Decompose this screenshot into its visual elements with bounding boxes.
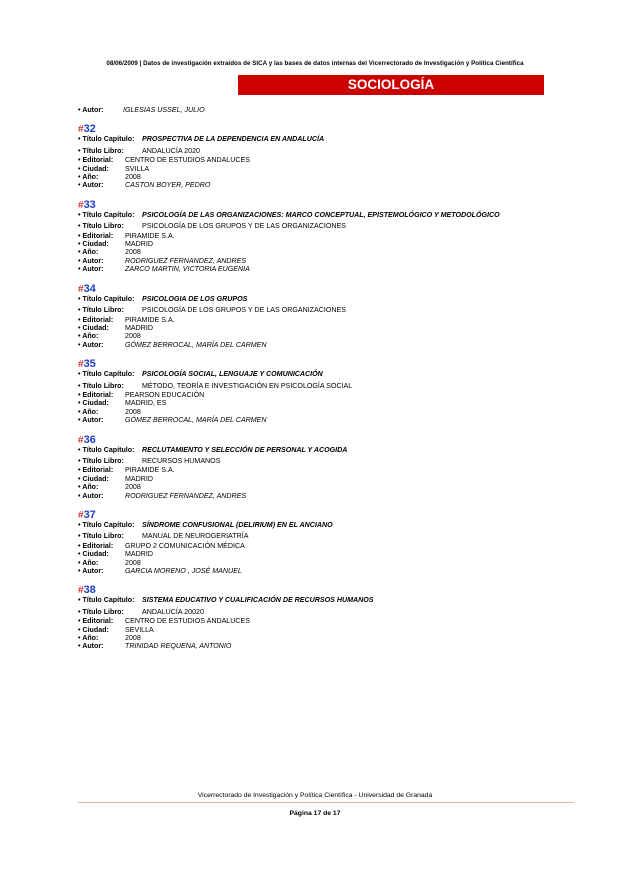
editorial-row	[78, 232, 558, 240]
libro-row-label: • Título Libro:	[78, 222, 124, 231]
entry-number	[78, 198, 558, 210]
autor-value: GÓMEZ BERROCAL, MARÍA DEL CARMEN	[125, 416, 267, 425]
editorial-row-label: • Editorial:	[78, 315, 114, 324]
editorial-row-label: • Editorial:	[78, 617, 114, 626]
autor-row-label: • Autor:	[78, 491, 104, 500]
libro-row	[78, 457, 558, 465]
editorial-row	[78, 542, 558, 550]
ciudad-value: MADRID	[125, 550, 153, 559]
editorial-row-label: • Editorial:	[78, 541, 114, 550]
editorial-row	[78, 617, 558, 625]
ciudad-row	[78, 626, 558, 634]
libro-row-label: • Título Libro:	[78, 456, 124, 465]
libro-value: MANUAL DE NEUROGERIATRÍA	[142, 532, 249, 541]
editorial-value: CENTRO DE ESTUDIOS ANDALUCES	[125, 156, 250, 165]
autor-value: TRINIDAD REQUENA, ANTONIO	[125, 642, 232, 651]
libro-row	[78, 608, 558, 616]
libro-row-label: • Título Libro:	[78, 146, 124, 155]
ciudad-row-label: • Ciudad:	[78, 323, 109, 332]
autor-row-label: • Autor:	[78, 340, 104, 349]
autor-row	[78, 492, 558, 500]
autor-row-label: • Autor:	[78, 181, 104, 190]
capitulo-row-label: • Título Capítulo:	[78, 521, 135, 529]
ciudad-value: SEVILLA	[125, 625, 154, 634]
entry-number-value: 37	[83, 509, 96, 521]
libro-row-label: • Título Libro:	[78, 306, 124, 315]
anio-row	[78, 173, 558, 181]
autor-row-label: • Autor:	[78, 256, 104, 265]
entry-number-value: 38	[83, 584, 96, 597]
anio-row	[78, 332, 558, 340]
hash-mark: #	[78, 434, 84, 446]
entry-number	[78, 583, 558, 595]
autor-label: • Autor:	[78, 106, 104, 114]
editorial-value: PEARSON EDUCACIÓN	[125, 390, 205, 399]
entry-list	[78, 106, 558, 651]
libro-row	[78, 532, 558, 540]
anio-row	[78, 248, 558, 256]
capitulo-value: PSICOLOGÍA DE LAS ORGANIZACIONES: MARCO CONCEPTUAL, EPISTEMOLÓGICO Y METODOLÓGICO	[142, 210, 500, 219]
autor-row	[78, 341, 558, 349]
capitulo-value: PROSPECTIVA DE LA DEPENDENCIA EN ANDALUCÍA	[142, 135, 325, 144]
autor-row	[78, 181, 558, 189]
libro-row	[78, 222, 558, 230]
hash-mark: #	[78, 585, 84, 597]
autor-row-label: • Autor:	[78, 642, 104, 651]
libro-row	[78, 382, 558, 390]
ciudad-row-label: • Ciudad:	[78, 474, 109, 483]
anio-row-label: • Año:	[78, 332, 99, 341]
anio-row-label: • Año:	[78, 407, 99, 416]
libro-row	[78, 306, 558, 314]
capitulo-row	[78, 521, 558, 529]
capitulo-row	[78, 446, 558, 454]
autor-value: GARCIA MORENO , JOSÉ MANUEL	[125, 567, 242, 576]
page-number: Página 17 de 17	[289, 810, 341, 817]
editorial-row	[78, 466, 558, 474]
autor-value: RODRIGUEZ FERNANDEZ, ANDRES	[125, 256, 247, 265]
capitulo-row	[78, 596, 558, 604]
capitulo-row-label: • Título Capítulo:	[78, 445, 135, 454]
ciudad-row	[78, 399, 558, 407]
ciudad-row	[78, 324, 558, 332]
capitulo-row-label: • Título Capítulo:	[78, 210, 135, 219]
ciudad-value: MADRID	[125, 323, 153, 332]
ciudad-value: MADRID	[125, 240, 153, 249]
ciudad-row-label: • Ciudad:	[78, 164, 109, 173]
autor-row	[78, 257, 558, 265]
page-header: 08/06/2009 | Datos de investigación extraídos de SICA y las bases de datos internas del Vicerrectorado de Investigación y Política Científica	[106, 60, 524, 67]
ciudad-value: SVILLA	[125, 164, 150, 173]
autor-row	[78, 642, 558, 650]
anio-value: 2008	[125, 558, 141, 567]
libro-value: PSICOLOGÍA DE LOS GRUPOS Y DE LAS ORGANIZACIONES	[142, 222, 346, 231]
entry-number-value: 34	[83, 282, 96, 295]
autor-value: GÓMEZ BERROCAL, MARÍA DEL CARMEN	[125, 340, 267, 349]
entry-number-value: 36	[83, 433, 96, 446]
anio-value: 2008	[125, 173, 141, 182]
entry-number	[78, 357, 558, 369]
libro-row	[78, 147, 558, 155]
ciudad-row-label: • Ciudad:	[78, 550, 109, 559]
entry-number	[78, 508, 558, 520]
hash-mark: #	[78, 199, 84, 211]
autor-row-label: • Autor:	[78, 567, 104, 576]
ciudad-value: MADRID, ES	[125, 399, 167, 408]
ciudad-row-label: • Ciudad:	[78, 399, 109, 408]
editorial-value: CENTRO DE ESTUDIOS ANDALUCES	[125, 617, 250, 626]
editorial-value: PIRAMIDE S.A.	[125, 231, 175, 240]
anio-value: 2008	[125, 634, 141, 643]
autor-row	[78, 416, 558, 424]
anio-value: 2008	[125, 248, 141, 257]
libro-row-label: • Título Libro:	[78, 532, 124, 541]
anio-row	[78, 634, 558, 642]
capitulo-value: RECLUTAMIENTO Y SELECCIÓN DE PERSONAL Y ACOGIDA	[142, 445, 348, 454]
editorial-row-label: • Editorial:	[78, 156, 114, 165]
libro-row-label: • Título Libro:	[78, 607, 124, 616]
editorial-value: PIRAMIDE S.A.	[125, 315, 175, 324]
anio-value: 2008	[125, 332, 141, 341]
autor-row-label: • Autor:	[78, 416, 104, 425]
hash-mark: #	[78, 283, 84, 295]
editorial-row	[78, 391, 558, 399]
ciudad-row	[78, 550, 558, 558]
capitulo-row	[78, 211, 558, 219]
editorial-row-label: • Editorial:	[78, 231, 114, 240]
anio-row-label: • Año:	[78, 248, 99, 257]
capitulo-value: PSICOLOGIA DE LOS GRUPOS	[142, 294, 248, 303]
capitulo-row	[78, 370, 558, 378]
autor-value: ZARCO MARTIN, VICTORIA EUGENIA	[125, 265, 250, 274]
capitulo-value: SÍNDROME CONFUSIONAL (DELIRIUM) EN EL ANCIANO	[142, 521, 333, 529]
entry-number	[78, 433, 558, 445]
autor-value: CASTON BOYER, PEDRO	[125, 181, 211, 190]
capitulo-row	[78, 295, 558, 303]
ciudad-row-label: • Ciudad:	[78, 625, 109, 634]
anio-value: 2008	[125, 407, 141, 416]
anio-row	[78, 408, 558, 416]
entry-number	[78, 282, 558, 294]
editorial-value: GRUPO 2 COMUNICACIÓN MÉDICA	[125, 541, 245, 550]
autor-row-label: • Autor:	[78, 265, 104, 274]
entry-number-value: 35	[83, 358, 96, 371]
footer-divider	[78, 802, 574, 803]
ciudad-row	[78, 165, 558, 173]
editorial-value: PIRAMIDE S.A.	[125, 466, 175, 475]
anio-row	[78, 483, 558, 491]
anio-value: 2008	[125, 483, 141, 492]
editorial-row-label: • Editorial:	[78, 466, 114, 475]
capitulo-row-label: • Título Capítulo:	[78, 135, 135, 144]
entry-number-value: 33	[83, 198, 96, 211]
entry-number	[78, 122, 558, 134]
capitulo-value: SISTEMA EDUCATIVO Y CUALIFICACIÓN DE RECURSOS HUMANOS	[142, 596, 374, 605]
libro-value: MÉTODO, TEORÍA E INVESTIGACIÓN EN PSICOLOGÍA SOCIAL	[142, 381, 353, 390]
footer-text: Vicerrectorado de Investigación y Política Científica - Universidad de Granada	[197, 792, 433, 799]
entry-number-value: 32	[83, 123, 96, 136]
capitulo-row-label: • Título Capítulo:	[78, 370, 135, 379]
libro-value: ANDALUCÍA 20020	[142, 607, 204, 616]
anio-row-label: • Año:	[78, 634, 99, 643]
ciudad-row	[78, 475, 558, 483]
ciudad-value: MADRID	[125, 474, 153, 483]
hash-mark: #	[78, 124, 84, 136]
anio-row-label: • Año:	[78, 558, 99, 567]
autor-row	[78, 265, 558, 273]
capitulo-row-label: • Título Capítulo:	[78, 294, 135, 303]
anio-row-label: • Año:	[78, 173, 99, 182]
first-author-row	[78, 106, 558, 114]
anio-row-label: • Año:	[78, 483, 99, 492]
autor-value: RODRIGUEZ FERNANDEZ, ANDRES	[125, 491, 247, 500]
editorial-row-label: • Editorial:	[78, 390, 114, 399]
hash-mark: #	[78, 359, 84, 371]
ciudad-row	[78, 240, 558, 248]
hash-mark: #	[78, 510, 84, 521]
section-title: SOCIOLOGÍA	[238, 75, 544, 95]
libro-value: ANDALUCÍA 2020	[142, 146, 200, 155]
libro-value: PSICOLOGÍA DE LOS GRUPOS Y DE LAS ORGANIZACIONES	[142, 306, 346, 315]
anio-row	[78, 559, 558, 567]
capitulo-value: PSICOLOGÍA SOCIAL, LENGUAJE Y COMUNICACIÓN	[142, 370, 323, 379]
capitulo-row	[78, 135, 558, 143]
editorial-row	[78, 156, 558, 164]
autor-value: IGLESIAS USSEL, JULIO	[123, 106, 205, 114]
ciudad-row-label: • Ciudad:	[78, 240, 109, 249]
libro-value: RECURSOS HUMANOS	[142, 456, 221, 465]
libro-row-label: • Título Libro:	[78, 381, 124, 390]
autor-row	[78, 567, 558, 575]
editorial-row	[78, 316, 558, 324]
capitulo-row-label: • Título Capítulo:	[78, 596, 135, 605]
